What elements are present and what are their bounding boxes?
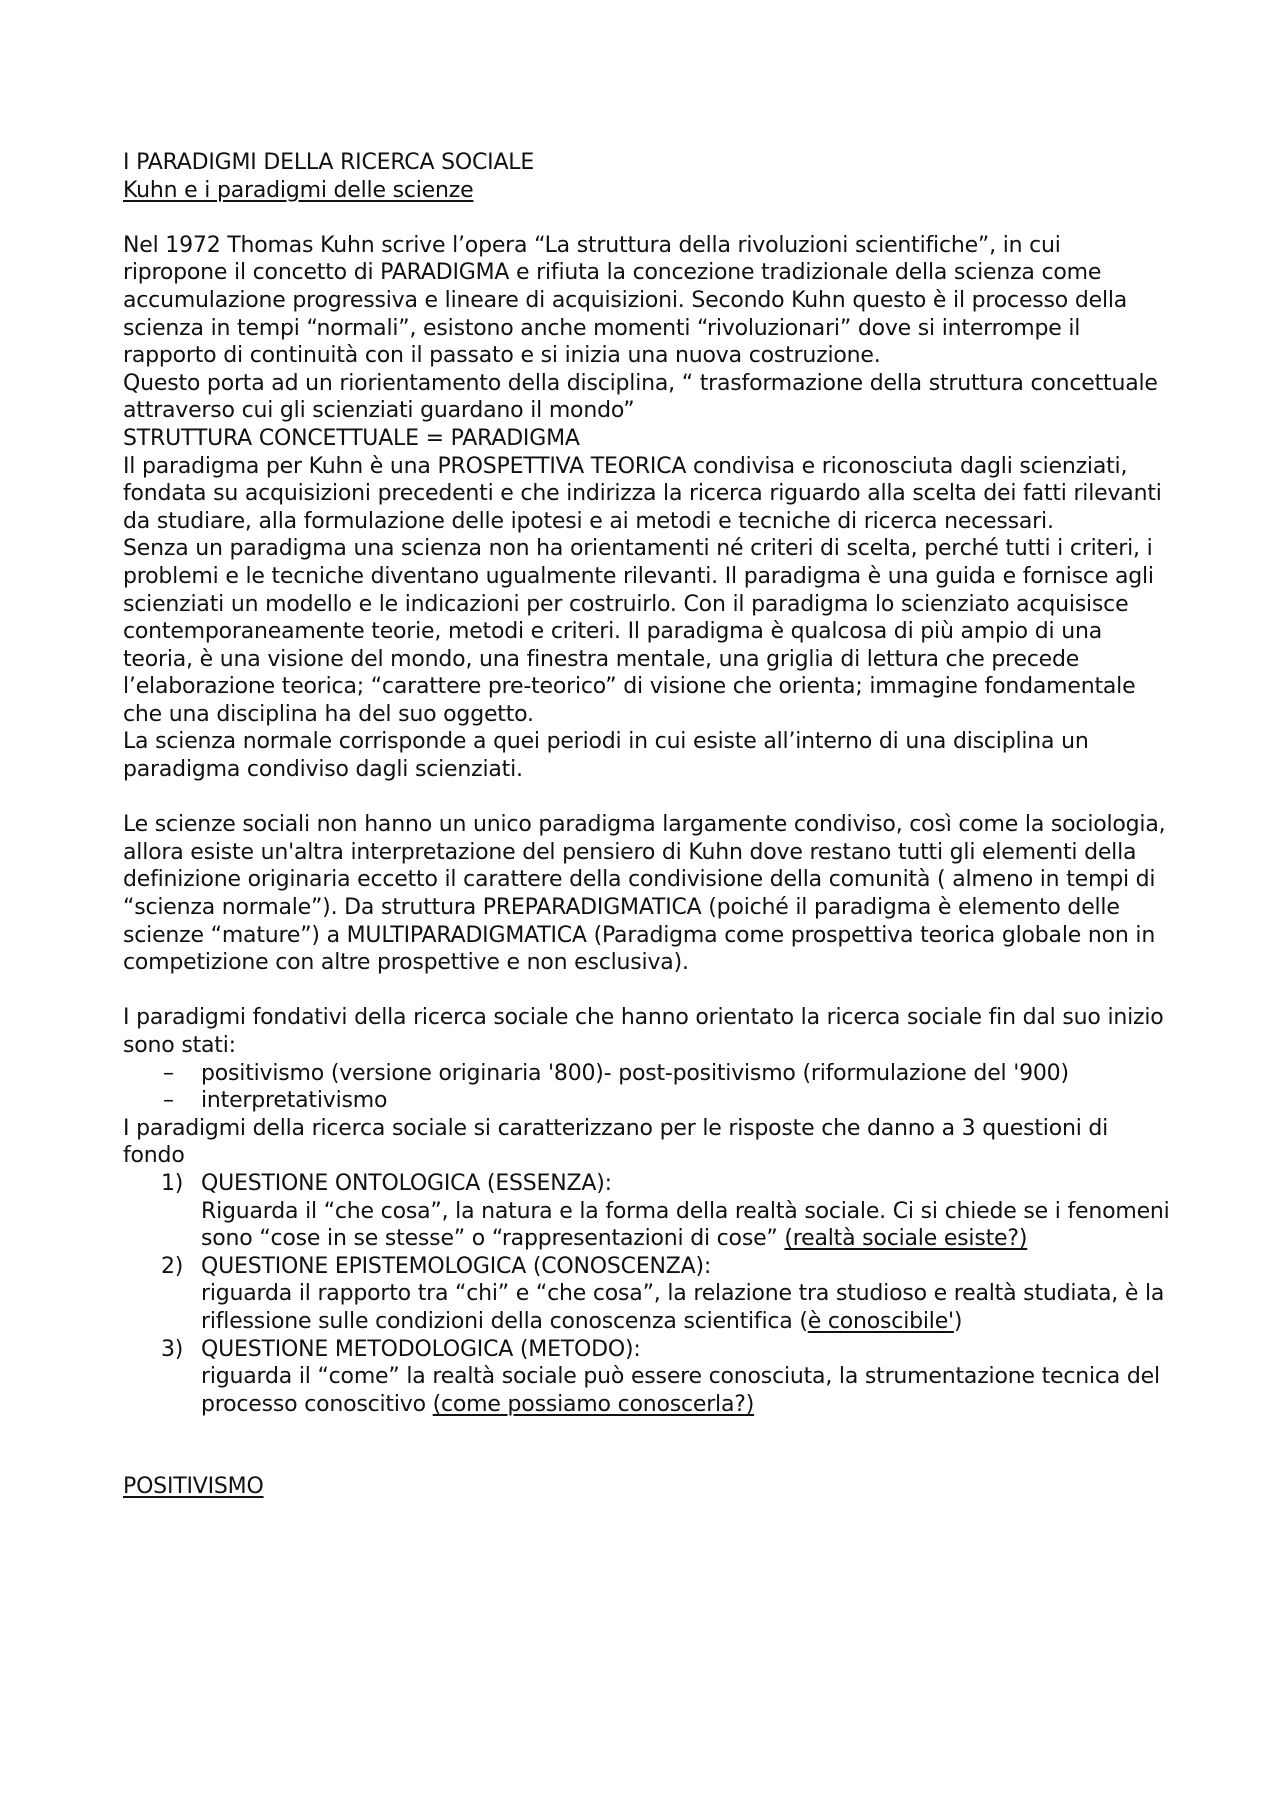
question-note: (realtà sociale esiste?): [784, 1226, 1028, 1252]
list-number: 3): [161, 1336, 184, 1362]
list-number: 2): [161, 1253, 184, 1279]
document-title: I PARADIGMI DELLA RICERCA SOCIALE: [123, 150, 535, 175]
spacer: [123, 784, 1170, 812]
question-tail: ): [953, 1308, 963, 1334]
question-text: riguarda il “come” la realtà sociale può essere conosciuta, la strumentazione tecnica del processo conoscitivo: [201, 1364, 1160, 1417]
question-text: Riguarda il “che cosa”, la natura e la forma della realtà sociale. Ci si chiede se i fenomeni sono “cose in se stesse” o “rappresentazioni di cose”: [201, 1198, 1170, 1252]
paragraph-struttura-concettuale: STRUTTURA CONCETTUALE = PARADIGMA: [123, 425, 580, 451]
paragraph-questioni-intro: I paradigmi della ricerca sociale si caratterizzano per le risposte che danno a 3 questioni di fondo: [123, 1115, 1109, 1169]
question-text: riguarda il rapporto tra “chi” e “che cosa”, la relazione tra studioso e realtà studiata, è la riflessione sulle condizioni della conoscenza scientifica (: [201, 1281, 1165, 1334]
question-note: (come possiamo conoscerla?): [432, 1391, 755, 1417]
question-metodologica: [123, 1336, 1170, 1419]
paradigm-list: [123, 1060, 1170, 1115]
paragraph-paradigmi-fondativi: I paradigmi fondativi della ricerca sociale che hanno orientato la ricerca sociale fin dal suo inizio sono stati:: [123, 1005, 1164, 1058]
question-body: [201, 1363, 1170, 1418]
paragraph-scienza-normale: La scienza normale corrisponde a quei periodi in cui esiste all’interno di una disciplina un paradigma condiviso dagli scienziati.: [123, 729, 1089, 783]
paragraph-riorientamento: Questo porta ad un riorientamento della disciplina, “ trasformazione della struttura concettuale attraverso cui gli scienziati guardano il mondo”: [123, 370, 1158, 424]
paragraph-scienze-sociali: Le scienze sociali non hanno un unico paradigma largamente condiviso, così come la sociologia, allora esiste un'altra interpretazione del pensiero di Kuhn dove restano tutti gli elementi della definizione originaria eccetto il carattere della condivisione della comunità ( almeno in tempi di “scienza normale”). Da struttura PREPARADIGMATICA (poiché il paradigma è elemento delle scienze “mature”) a MULTIPARADIGMATICA (Paradigma come prospettiva teorica globale non in competizione con altre prospettive e non esclusiva).: [123, 812, 1166, 976]
list-item: – positivismo (versione originaria '800)- post-positivismo (riformulazione del '900): [123, 1060, 1170, 1088]
spacer: [123, 1418, 1170, 1473]
section-heading-positivismo: POSITIVISMO: [123, 1474, 264, 1500]
question-heading: QUESTIONE ONTOLOGICA (ESSENZA):: [201, 1170, 612, 1196]
questions-list: [123, 1170, 1170, 1418]
list-number: 1): [161, 1170, 184, 1196]
question-epistemologica: [123, 1253, 1170, 1336]
paragraph-kuhn-intro: Nel 1972 Thomas Kuhn scrive l’opera “La struttura della rivoluzioni scientifiche”, in cui ripropone il concetto di PARADIGMA e rifiuta la concezione tradizionale della scienza come accumulazione progressiva e lineare di acquisizioni. Secondo Kuhn questo è il processo della scienza in tempi “normali”, esistono anche momenti “rivoluzionari” dove si interrompe il rapporto di continuità con il passato e si inizia una nuova costruzione.: [123, 232, 1128, 369]
list-item: – interpretativismo: [123, 1087, 1170, 1115]
paragraph-paradigma-definizione: Il paradigma per Kuhn è una PROSPETTIVA TEORICA condivisa e riconosciuta dagli scienziati, fondata su acquisizioni precedenti e che indirizza la ricerca riguardo alla scelta dei fatti rilevanti da studiare, alla formulazione delle ipotesi e ai metodi e tecniche di ricerca necessari.: [123, 453, 1162, 534]
paragraph-senza-paradigma: Senza un paradigma una scienza non ha orientamenti né criteri di scelta, perché tutti i criteri, i problemi e le tecniche diventano ugualmente rilevanti. Il paradigma è una guida e fornisce agli scienziati un modello e le indicazioni per costruirlo. Con il paradigma lo scienziato acquisisce contemporaneamente teorie, metodi e criteri. Il paradigma è qualcosa di più ampio di una teoria, è una visione del mondo, una finestra mentale, una griglia di lettura che precede l’elaborazione teorica; “carattere pre-teorico” di visione che orienta; immagine fondamentale che una disciplina ha del suo oggetto.: [123, 536, 1154, 727]
spacer: [123, 977, 1170, 1005]
question-note: è conoscibile': [807, 1308, 954, 1334]
question-body: [201, 1280, 1170, 1335]
spacer: [123, 204, 1170, 232]
question-ontologica: [123, 1170, 1170, 1253]
question-heading: QUESTIONE METODOLOGICA (METODO):: [201, 1336, 641, 1362]
question-heading: QUESTIONE EPISTEMOLOGICA (CONOSCENZA):: [201, 1253, 712, 1279]
document-subtitle: Kuhn e i paradigmi delle scienze: [123, 177, 474, 203]
question-body: [201, 1198, 1170, 1253]
